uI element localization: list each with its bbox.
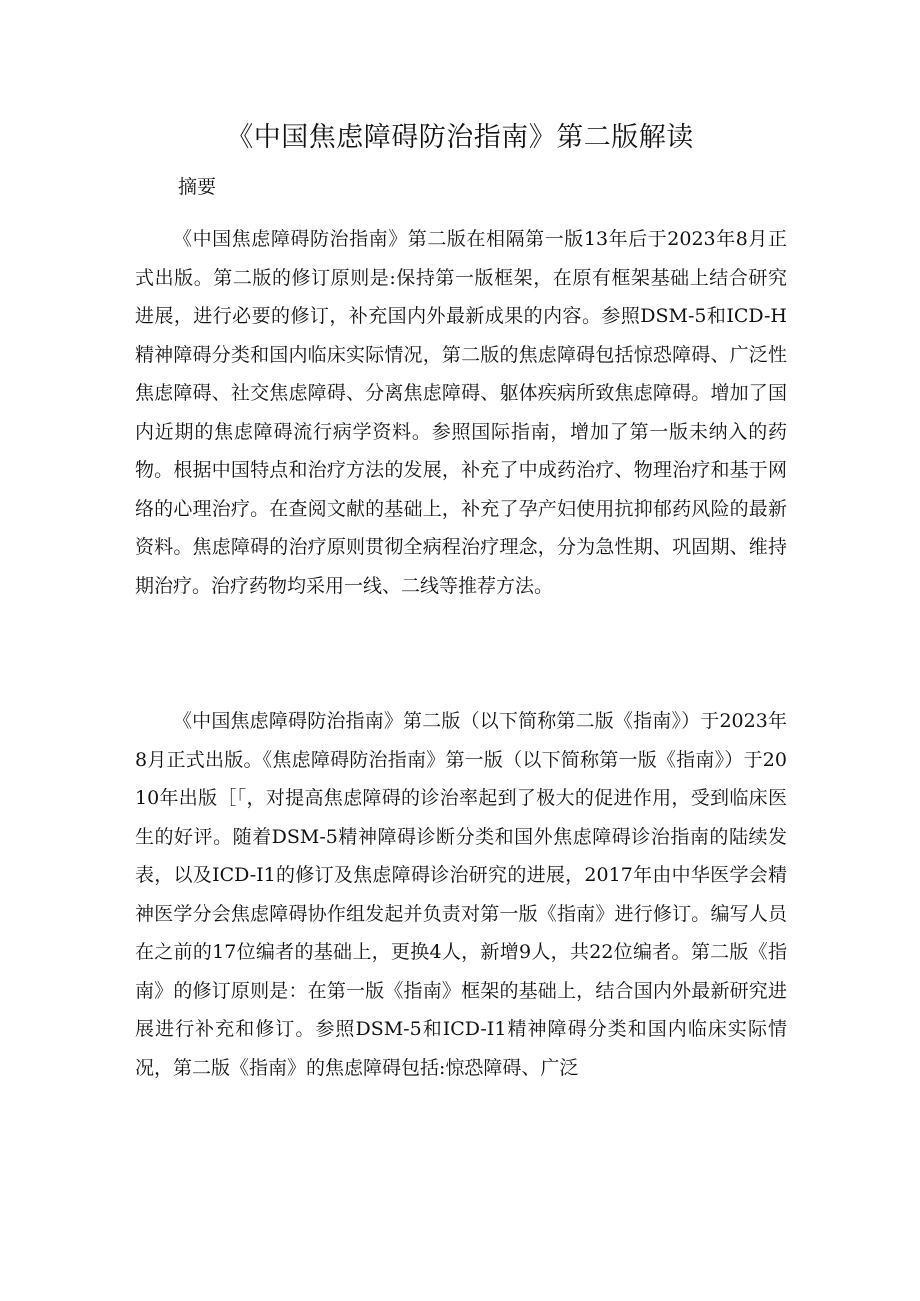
abstract-paragraph: 《中国焦虑障碍防治指南》第二版在相隔第一版13年后于2023年8月正式出版。第二版的修订原则是:保持第一版框架，在原有框架基础上结合研究进展，进行必要的修订，补充国内外最新成果的内容。参照DSM-5和ICD-H精神障碍分类和国内临床实际情况，第二版的焦虑障碍包括惊恐障碍、广泛性焦虑障碍、社交焦虑障碍、分离焦虑障碍、躯体疾病所致焦虑障碍。增加了国内近期的焦虑障碍流行病学资料。参照国际指南，增加了第一版未纳入的药物。根据中国特点和治疗方法的发展，补充了中成药治疗、物理治疗和基于网络的心理治疗。在查阅文献的基础上，补充了孕产妇使用抗抑郁药风险的最新资料。焦虑障碍的治疗原则贯彻全病程治疗理念，分为急性期、巩固期、维持期治疗。治疗药物均采用一线、二线等推荐方法。: [135, 228, 787, 597]
body-paragraph: 《中国焦虑障碍防治指南》第二版（以下简称第二版《指南》）于2023年8月正式出版。《焦虑障碍防治指南》第一版（以下简称第一版《指南》）于2010年出版［「，对提高焦虑障碍的诊治率起到了极大的促进作用，受到临床医生的好评。随着DSM-5精神障碍诊断分类和国外焦虑障碍诊治指南的陆续发表，以及ICD-I1的修订及焦虑障碍诊治研究的进展，2017年由中华医学会精神医学分会焦虑障碍协作组发起并负责对第一版《指南》进行修订。编写人员在之前的17位编者的基础上，更换4人，新增9人，共22位编者。第二版《指南》的修订原则是：在第一版《指南》框架的基础上，结合国内外最新研究进展进行补充和修订。参照DSM-5和ICD-I1精神障碍分类和国内临床实际情况，第二版《指南》的焦虑障碍包括:惊恐障碍、广泛: [135, 710, 787, 1079]
document-title: 《中国焦虑障碍防治指南》第二版解读: [226, 122, 694, 153]
abstract-heading: 摘要: [178, 176, 217, 198]
